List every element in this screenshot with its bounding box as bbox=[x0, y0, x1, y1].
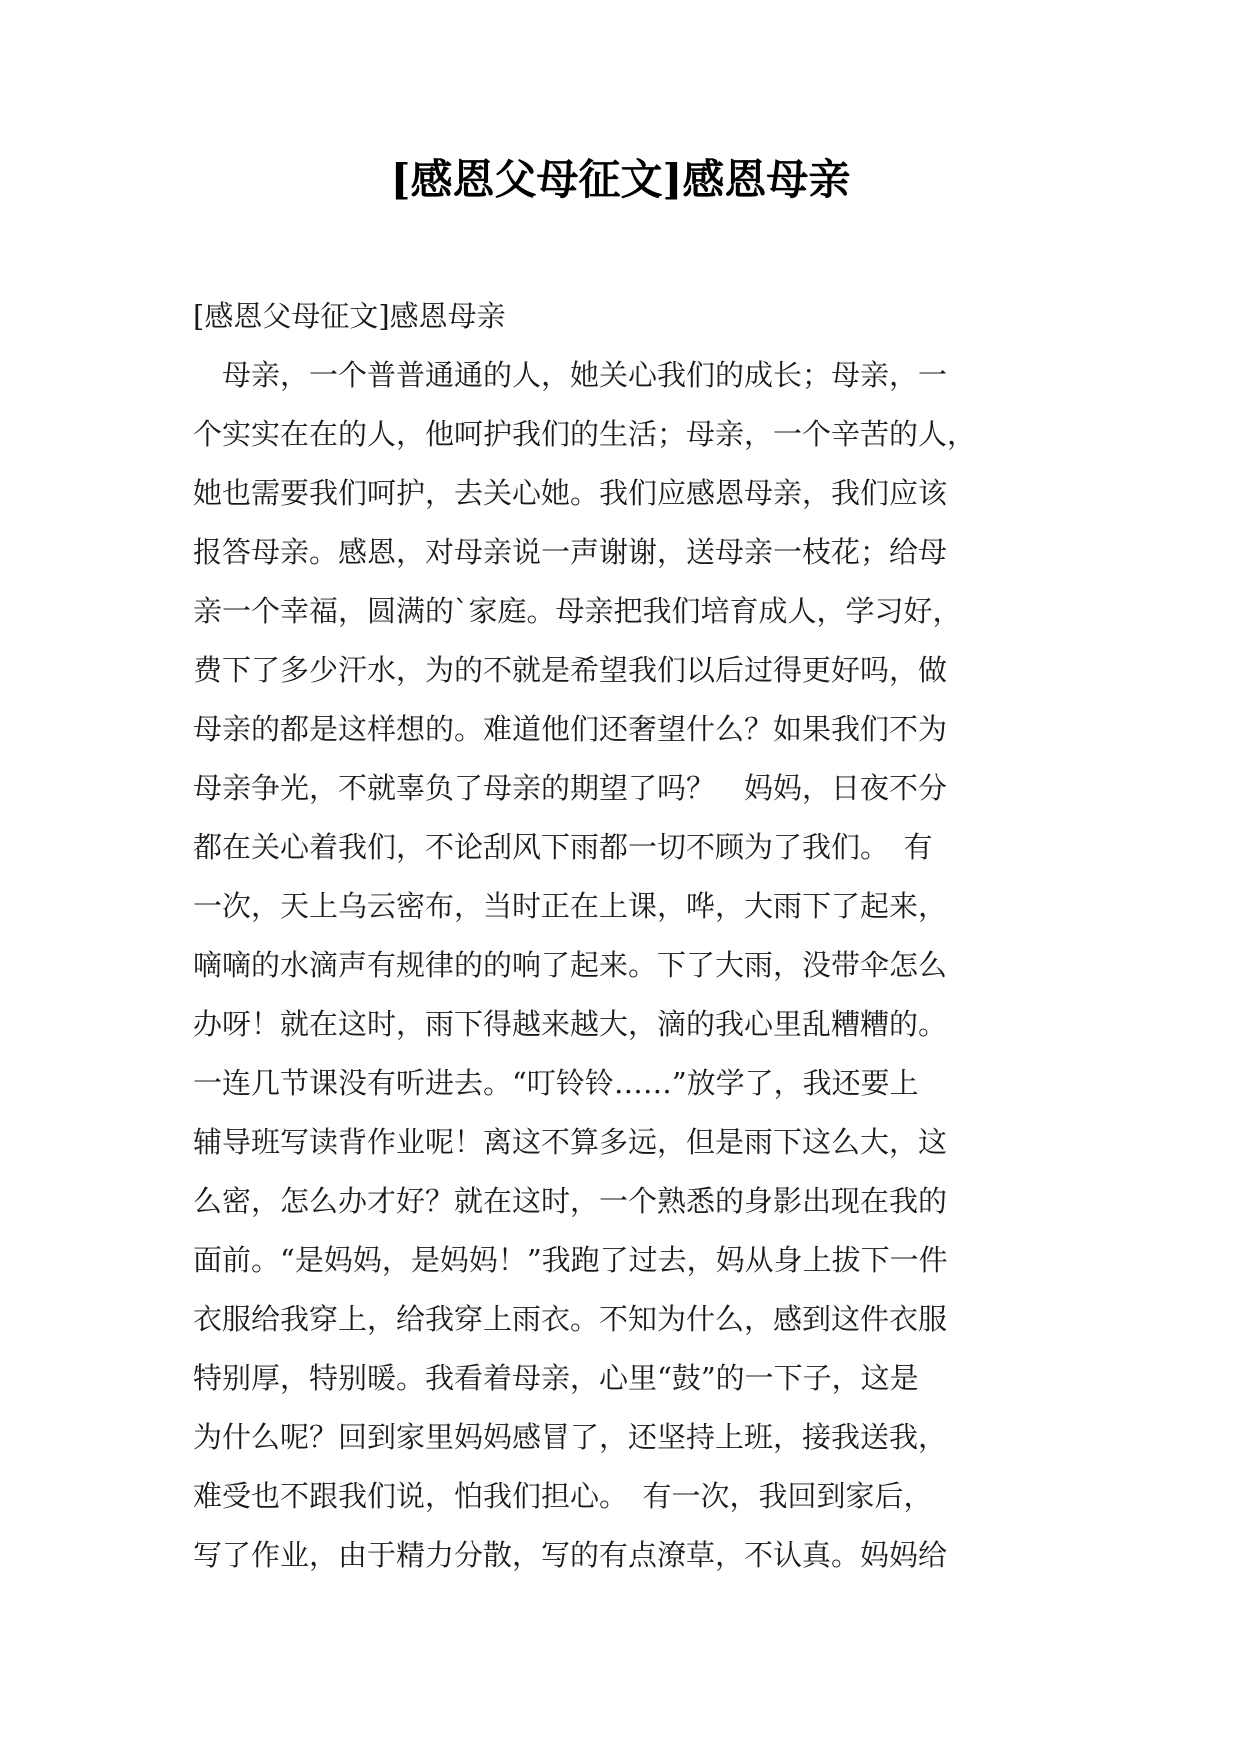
document-body bbox=[193, 287, 1063, 1585]
body-line: 亲一个幸福，圆满的`家庭。母亲把我们培育成人，学习好， bbox=[193, 594, 962, 628]
body-line: 嘀嘀的水滴声有规律的的响了起来。下了大雨，没带伞怎么 bbox=[193, 948, 948, 982]
body-line: 么密，怎么办才好？就在这时，一个熟悉的身影出现在我的 bbox=[193, 1184, 948, 1218]
body-line: 费下了多少汗水，为的不就是希望我们以后过得更好吗，做 bbox=[193, 653, 948, 687]
body-line: 写了作业，由于精力分散，写的有点潦草，不认真。妈妈给 bbox=[193, 1538, 948, 1572]
document-title: [感恩父母征文]感恩母亲 bbox=[390, 155, 851, 204]
body-line: 一连几节课没有听进去。“叮铃铃……”放学了，我还要上 bbox=[193, 1066, 919, 1100]
body-line: 衣服给我穿上，给我穿上雨衣。不知为什么，感到这件衣服 bbox=[193, 1302, 948, 1336]
body-line: 母亲，一个普普通通的人，她关心我们的成长；母亲，一 bbox=[193, 358, 948, 392]
body-line: 都在关心着我们，不论刮风下雨都一切不顾为了我们。 有 bbox=[193, 830, 933, 864]
body-line: 她也需要我们呵护，去关心她。我们应感恩母亲，我们应该 bbox=[193, 476, 948, 510]
body-line: 办呀！就在这时，雨下得越来越大，滴的我心里乱糟糟的。 bbox=[193, 1007, 948, 1041]
body-line: 特别厚，特别暖。我看着母亲，心里“鼓”的一下子，这是 bbox=[193, 1361, 919, 1395]
body-line: 辅导班写读背作业呢！离这不算多远，但是雨下这么大，这 bbox=[193, 1125, 948, 1159]
body-line: 报答母亲。感恩，对母亲说一声谢谢，送母亲一枝花；给母 bbox=[193, 535, 948, 569]
body-line: 一次，天上乌云密布，当时正在上课，哗，大雨下了起来， bbox=[193, 889, 948, 923]
body-line: 母亲的都是这样想的。难道他们还奢望什么？如果我们不为 bbox=[193, 712, 948, 746]
body-line: 为什么呢？回到家里妈妈感冒了，还坚持上班，接我送我， bbox=[193, 1420, 948, 1454]
body-line: 个实实在在的人，他呵护我们的生活；母亲，一个辛苦的人， bbox=[193, 417, 977, 451]
body-line: 难受也不跟我们说，怕我们担心。 有一次，我回到家后， bbox=[193, 1479, 933, 1513]
body-line: 母亲争光，不就辜负了母亲的期望了吗？ 妈妈，日夜不分 bbox=[193, 771, 948, 805]
body-line: [感恩父母征文]感恩母亲 bbox=[193, 299, 506, 333]
body-line: 面前。“是妈妈，是妈妈！”我跑了过去，妈从身上拔下一件 bbox=[193, 1243, 948, 1277]
